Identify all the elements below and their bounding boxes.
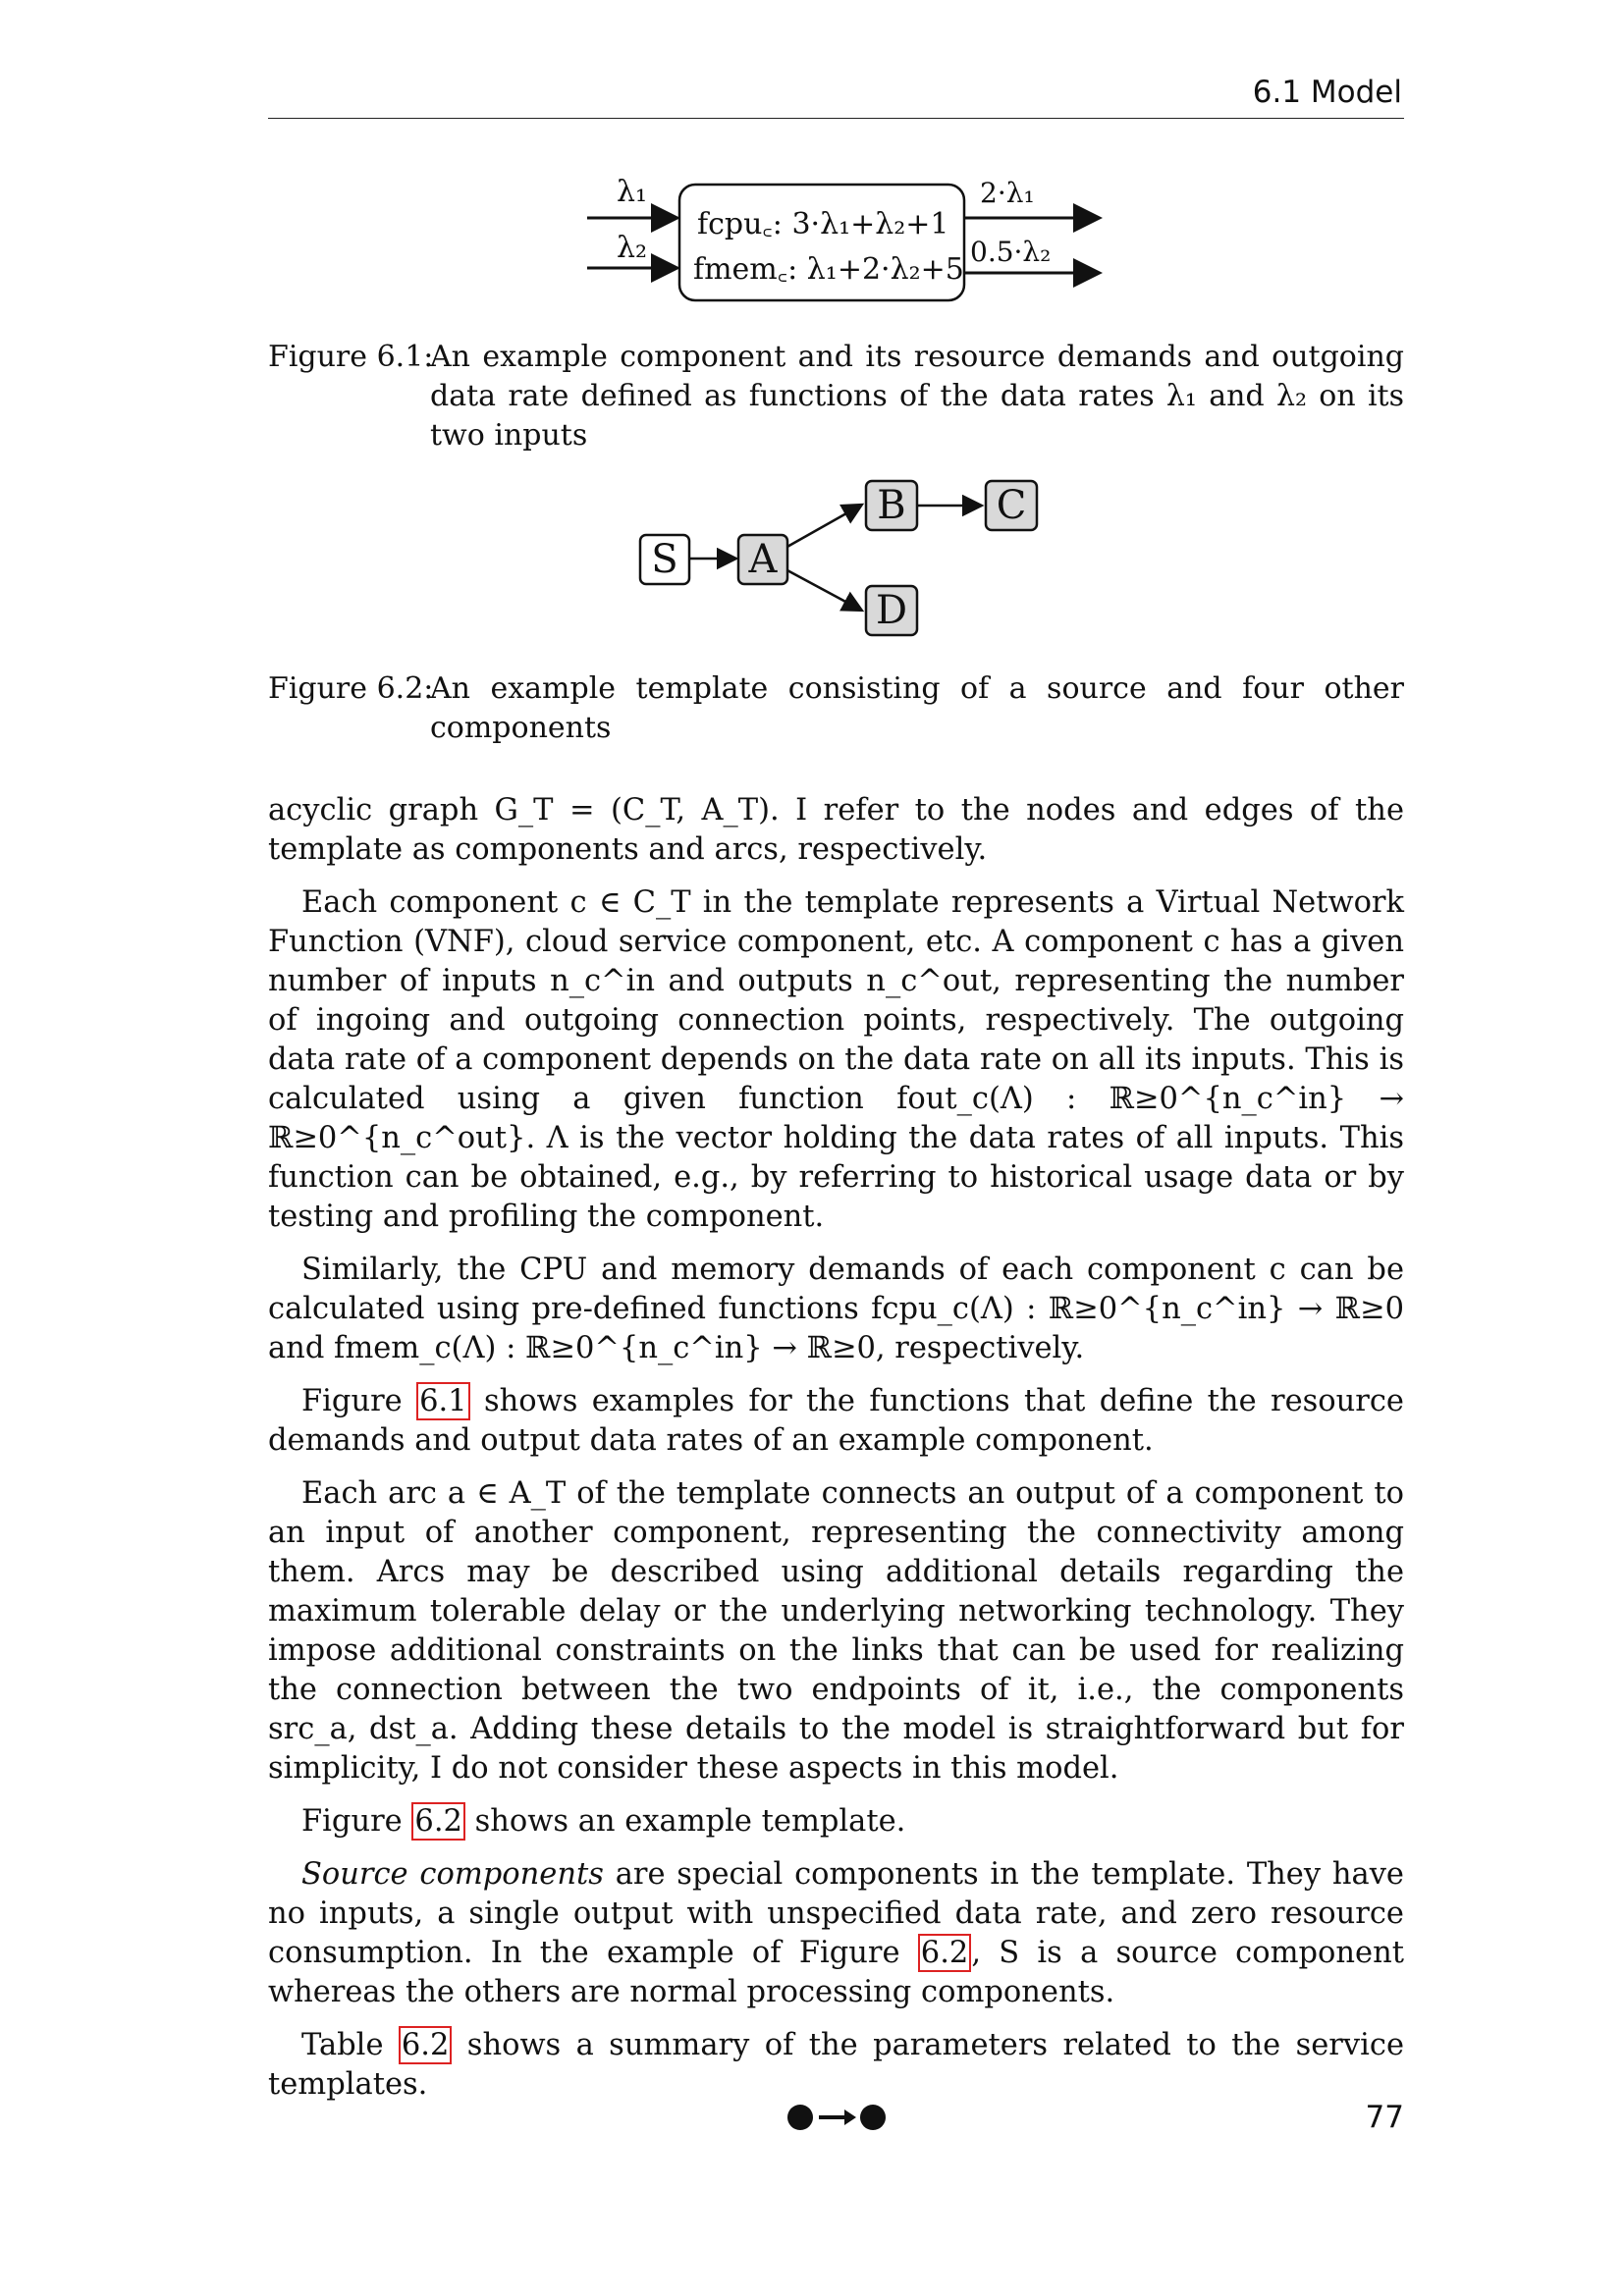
paragraph-5: Each arc a ∈ A_T of the template connects an output of a component to an input of another component, representing the connectivity among them. Arcs may be described using additional details regarding the maximum tolerable delay or the underlying networking technology. They impose additional constraints on the links that can be used for realizing the connection between the two endpoints of it, i.e., the components src_a, dst_a. Adding these details to the model is straightforward but for simplicity, I do not consider these aspects in this model. [268, 1476, 1404, 1786]
arc-a-b [785, 505, 862, 548]
fcpu-function: fcpu꜀: 3·λ₁+λ₂+1 [697, 207, 949, 241]
section-title: 6.1 Model [1252, 75, 1402, 110]
output-label-1: 2·λ₁ [980, 177, 1035, 209]
paragraph-4: Figure 6.1 shows examples for the functions that define the resource demands and output data rates of an example component. [268, 1384, 1404, 1458]
paragraph-2: Each component c ∈ C_T in the template represents a Virtual Network Function (VNF), cloud service component, etc. A component c has a given number of inputs n_c^in and outputs n_c^out, representing the number of ingoing and outgoing connection points, respectively. The outgoing data rate of a component depends on the data rate on all its inputs. This is calculated using a given function fout_c(Λ) : ℝ≥0^{n_c^in} → ℝ≥0^{n_c^out}. Λ is the vector holding the data rates of all inputs. This function can be obtained, e.g., by referring to historical usage data or by testing and profiling the component. [268, 885, 1404, 1234]
figure-6-1 [569, 167, 1119, 314]
input-label-2: λ₂ [617, 231, 648, 265]
running-header [268, 73, 1404, 119]
arc-a-d [785, 569, 862, 611]
fmem-function: fmem꜀: λ₁+2·λ₂+5 [693, 252, 964, 287]
source-components-term: Source components [301, 1857, 604, 1892]
node-c-label: C [996, 483, 1027, 528]
figure-6-1-caption [268, 338, 1404, 455]
output-label-2: 0.5·λ₂ [970, 236, 1052, 268]
caption-text: An example template consisting of a source and four other components [430, 671, 1404, 745]
caption-label: Figure 6.1: [268, 340, 434, 374]
node-s-label: S [651, 537, 678, 582]
paragraph-3: Similarly, the CPU and memory demands of each component c can be calculated using pre-defined functions fcpu_c(Λ) : ℝ≥0^{n_c^in} → ℝ≥0 and fmem_c(Λ) : ℝ≥0^{n_c^in} → ℝ≥0, respectively. [268, 1253, 1404, 1365]
page-number: 77 [1365, 2100, 1404, 2135]
figure-6-2-caption [268, 669, 1404, 748]
node-b-label: B [877, 483, 906, 528]
node-d-label: D [875, 588, 908, 633]
footer-logo [785, 2101, 888, 2134]
body-text [268, 791, 1404, 2118]
figure-link-6-2[interactable]: 6.2 [411, 1802, 465, 1841]
input-label-1: λ₁ [617, 175, 648, 209]
table-link-6-2[interactable]: 6.2 [399, 2026, 453, 2064]
caption-label: Figure 6.2: [268, 671, 434, 706]
caption-text: An example component and its resource demands and outgoing data rate defined as functions of the data rates λ₁ and λ₂ on its two inputs [430, 340, 1404, 453]
paragraph-6: Figure 6.2 shows an example template. [301, 1804, 906, 1839]
figure-link-6-1[interactable]: 6.1 [416, 1382, 470, 1420]
node-a-label: A [748, 537, 778, 582]
paragraph-1: acyclic graph G_T = (C_T, A_T). I refer to the nodes and edges of the template as components and arcs, respectively. [268, 793, 1404, 867]
figure-link-6-2[interactable]: 6.2 [918, 1934, 972, 1972]
paragraph-7: Source components are special components in the template. They have no inputs, a single output with unspecified data rate, and zero resource consumption. In the example of Figure 6.2, S is a source component whereas the others are normal processing components. [268, 1857, 1405, 2009]
figure-6-2 [628, 471, 1051, 638]
paragraph-8: Table 6.2 shows a summary of the parameters related to the service templates. [268, 2028, 1404, 2102]
